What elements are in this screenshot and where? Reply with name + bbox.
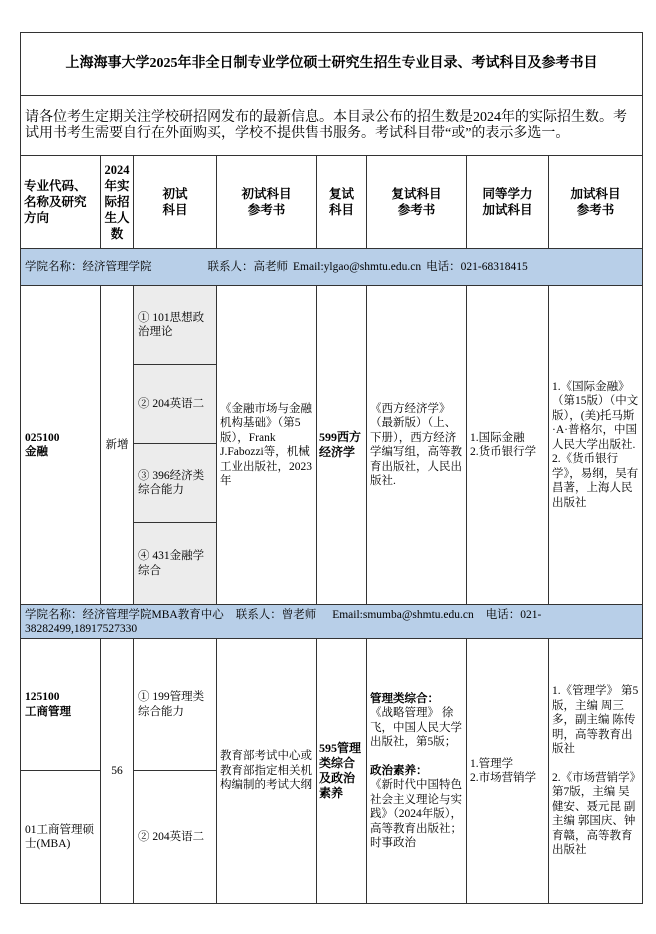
column-header-extra-subjects [467, 156, 549, 249]
enrollment-count: 56 [101, 639, 134, 904]
extra-subjects [467, 286, 549, 605]
prelim-subject: ① 199管理类综合能力 [134, 639, 217, 771]
column-header-retest-subject [317, 156, 367, 249]
extra-subject-item: 1.国际金融 [470, 431, 525, 444]
column-header-extra-books-label: 加试科目参考书 [570, 187, 621, 217]
column-header-program [21, 156, 101, 249]
column-header-enrollment [101, 156, 134, 249]
retest-book-text: 《新时代中国特色社会主义理论与实践》（2024年版），高等教育出版社；时事政治 [370, 779, 462, 849]
prelim-subject: ② 204英语二 [134, 771, 217, 904]
retest-book-heading: 政治素养： [370, 764, 428, 777]
enrollment-count: 新增 [101, 286, 134, 605]
column-header-retest-books-label: 复试科目参考书 [391, 187, 442, 217]
notice-text: 请各位考生定期关注学校研招网发布的最新信息。本目录公布的招生数是2024年的实际招生数。考试用书考生需要自行在外面购买，学校不提供售书服务。考试科目带“或”的表示多选一。 [21, 96, 643, 156]
column-header-program-label: 专业代码、名称及研究方向 [24, 179, 87, 225]
prelim-subject: ③ 396经济类综合能力 [134, 444, 217, 523]
contact-email: Email:ylgao@shmtu.edu.cn [293, 261, 422, 273]
title-row [21, 33, 643, 96]
page-title: 上海海事大学2025年非全日制专业学位硕士研究生招生专业目录、考试科目及参考书目 [21, 33, 643, 96]
catalog-table [20, 32, 643, 904]
extra-subjects [467, 639, 549, 904]
program-row [21, 639, 643, 771]
prelim-subject: ④ 431金融学综合 [134, 523, 217, 605]
retest-book-heading: 管理类综合： [370, 692, 439, 705]
retest-book-group [370, 764, 463, 851]
contact-email: Email:smumba@shmtu.edu.cn [332, 608, 474, 621]
college-info-bar [21, 249, 643, 286]
college-info-bar [21, 605, 643, 639]
college-name: 学院名称：经济管理学院 [25, 261, 152, 273]
contact-person: 联系人：曾老师 [235, 608, 317, 621]
prelim-subject: ② 204英语二 [134, 365, 217, 444]
extra-book-item: 2.《货币银行学》，易纲，吴有昌著，上海人民出版社 [552, 453, 639, 509]
program-cell [21, 286, 101, 605]
program-name: 工商管理 [25, 705, 71, 718]
column-header-prelim-books [217, 156, 317, 249]
column-header-enrollment-label: 2024年实际招生人数 [104, 163, 130, 241]
prelim-reference-books: 教育部考试中心或教育部指定相关机构编制的考试大纲 [217, 639, 317, 904]
retest-subject: 599西方经济学 [317, 286, 367, 605]
program-name: 金融 [25, 446, 48, 458]
column-header-prelim-subjects [134, 156, 217, 249]
column-header-prelim-subjects-label: 初试科目 [162, 187, 188, 217]
extra-reference-books [549, 286, 643, 605]
extra-book-item: 2.《市场营销学》第7版，主编 吴健安、聂元昆 副主编 郭国庆、钟育赣，高等教育出版社 [552, 771, 636, 857]
program-code: 125100 [25, 691, 60, 703]
column-header-extra-books [549, 156, 643, 249]
research-direction: 01工商管理硕士(MBA) [21, 771, 101, 904]
extra-subject-item: 2.市场营销学 [470, 772, 537, 784]
contact-phone: 电话：021-68318415 [426, 261, 528, 273]
college-row [21, 605, 643, 639]
extra-reference-books [549, 639, 643, 904]
column-header-retest-books [367, 156, 467, 249]
column-header-prelim-books-label: 初试科目参考书 [241, 187, 292, 217]
retest-book-text: 《战略管理》 徐飞，中国人民大学出版社，第5版； [370, 707, 462, 748]
extra-book-item: 1.《国际金融》（第15版）（中文版），(美)托马斯·A·普格尔，中国人民大学出版社. [552, 380, 639, 451]
prelim-subject: ① 101思想政治理论 [134, 286, 217, 365]
header-row [21, 156, 643, 249]
college-name: 学院名称：经济管理学院MBA教育中心 [25, 608, 224, 621]
column-header-retest-subject-label: 复试科目 [328, 187, 354, 217]
column-header-extra-subjects-label: 同等学力加试科目 [482, 187, 533, 217]
extra-subject-item: 1.管理学 [470, 757, 514, 770]
extra-subject-item: 2.货币银行学 [470, 446, 537, 458]
retest-book-group [370, 692, 463, 750]
contact-person: 联系人：高老师 [207, 261, 288, 273]
program-row [21, 286, 643, 365]
retest-subject: 595管理类综合及政治素养 [317, 639, 367, 904]
college-row [21, 249, 643, 286]
program-code: 025100 [25, 431, 60, 444]
retest-reference-books: 《西方经济学》（最新版）（上、下册），西方经济学编写组，高等教育出版社，人民出版社. [367, 286, 467, 605]
notice-row [21, 96, 643, 156]
program-cell [21, 639, 101, 771]
contact-phone: 电话：021-38282499,18917527330 [25, 608, 542, 635]
extra-book-item: 1.《管理学》 第5版，主编 周三多，副主编 陈传明，高等教育出版社 [552, 685, 639, 756]
retest-reference-books [367, 639, 467, 904]
prelim-reference-books: 《金融市场与金融机构基础》（第5版），Frank J.Fabozzi等，机械工业出版社，2023年 [217, 286, 317, 605]
